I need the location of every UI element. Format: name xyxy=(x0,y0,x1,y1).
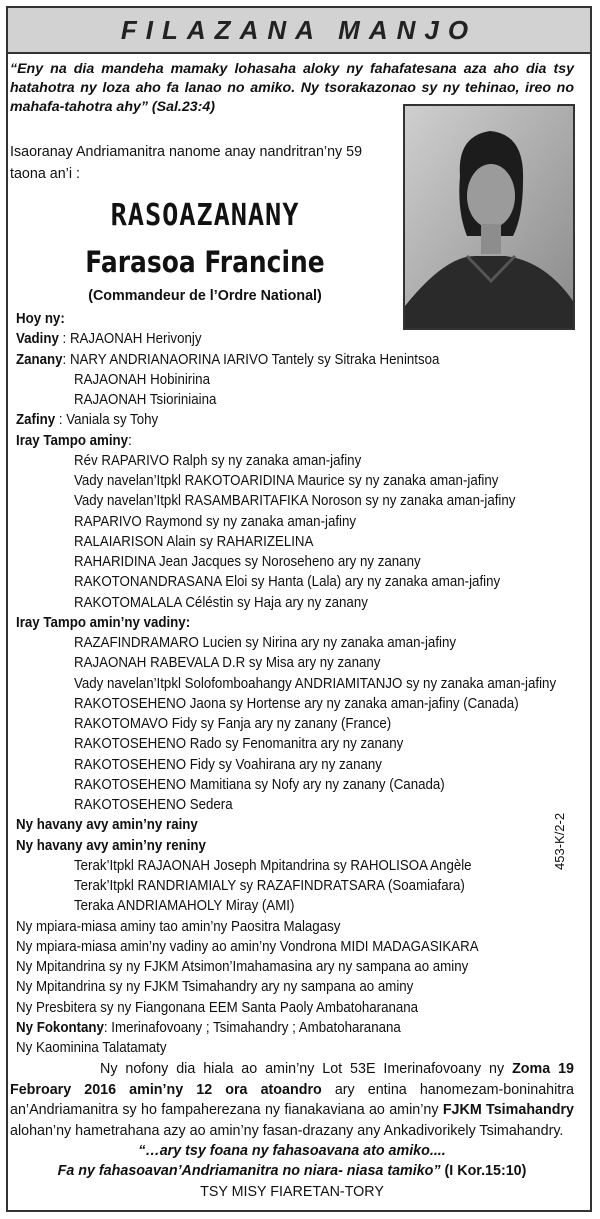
line-label: Iray Tampo aminy xyxy=(16,432,129,449)
line-text: RAKOTOMALALA Céléstin sy Haja ary ny zanany xyxy=(74,594,368,611)
intro-text: Isaoranay Andriamanitra nanome anay nandritran’ny 59 taona an’i : xyxy=(10,144,363,182)
line-text: : RAJAONAH Herivonjy xyxy=(58,331,202,348)
line-text: RAKOTOMAVO Fidy sy Fanja ary ny zanany (France) xyxy=(74,716,392,732)
family-line xyxy=(16,836,220,856)
funeral-date: Zoma 19 Febroary 2016 amin’ny 12 ora atoandro xyxy=(10,1061,574,1098)
line-text: Rév RAPARIVO Ralph sy ny zanaka aman-jafiny xyxy=(74,452,362,469)
family-line xyxy=(16,410,169,430)
reference-code: 453-K/2-2 xyxy=(552,812,567,870)
family-line xyxy=(74,896,311,916)
family-line xyxy=(74,755,405,775)
family-line xyxy=(16,431,141,451)
line-text: RAKOTOSEHENO Rado sy Fenomanitra ary ny zanany xyxy=(74,736,404,753)
deceased-given-names: Farasoa Francine xyxy=(85,245,325,279)
family-line xyxy=(74,593,390,613)
line-text: RAKOTOSEHENO Jaona sy Hortense ary ny zanaka aman-jafiny (Canada) xyxy=(74,695,519,712)
opening-quote: “Eny na dia mandeha mamaky lohasaha aloky ny fahafatesana aza aho dia tsy hatahotra ny loza aho fa lanao no amiko. Ny tsorakazonao sy ny tehinao, ireo no mahafa-tahotra ahy” (Sal.23:4) xyxy=(10,61,574,115)
family-line xyxy=(16,613,203,633)
family-line xyxy=(74,512,377,532)
family-line xyxy=(16,937,513,957)
family-line xyxy=(16,957,502,977)
header-bar xyxy=(8,8,590,54)
line-label: Iray Tampo amin’ny vadiny: xyxy=(16,614,191,631)
family-line xyxy=(74,795,245,815)
line-text: Ny Presbitera sy ny Fiangonana EEM Santa Paoly Ambatoharanana xyxy=(16,999,419,1016)
family-line xyxy=(16,977,443,997)
funeral-text-2: ary entina hanomezam-boninahitra an’Andriamanitra sy ho fampaherezana ny fianakaviana ao amin’ny xyxy=(10,1081,574,1118)
family-line xyxy=(74,633,485,653)
family-line xyxy=(74,876,494,896)
line-label: Zafiny xyxy=(16,412,56,429)
funeral-church: FJKM Tsimahandry xyxy=(442,1102,574,1118)
line-text: : xyxy=(128,432,132,449)
family-line xyxy=(16,1038,178,1058)
line-label: Ny havany avy amin’ny reniny xyxy=(16,837,206,854)
line-text: RAJAONAH Tsioriniaina xyxy=(74,392,217,408)
deceased-title: (Commandeur de l’Ordre National) xyxy=(88,288,322,304)
line-text: Teraka ANDRIAMAHOLY Miray (AMI) xyxy=(74,898,295,915)
line-text: : NARY ANDRIANAORINA IARIVO Tantely sy Sitraka Henintsoa xyxy=(62,351,440,368)
line-text: Terak’Itpkl RANDRIAMIALY sy RAZAFINDRATSARA (Soamiafara) xyxy=(74,878,465,894)
line-text: RAJAONAH RABEVALA D.R sy Misa ary ny zanany xyxy=(74,655,381,672)
funeral-details xyxy=(10,1059,574,1141)
portrait-photo xyxy=(403,104,575,330)
family-line xyxy=(74,552,447,572)
family-line xyxy=(16,998,448,1018)
family-line xyxy=(74,734,428,754)
line-text: RALAIARISON Alain sy RAHARIZELINA xyxy=(74,533,314,550)
family-line xyxy=(74,491,549,511)
family-line xyxy=(16,815,212,835)
family-line xyxy=(16,329,215,349)
family-line xyxy=(74,471,530,491)
line-text: RAKOTOSEHENO Mamitiana sy Nofy ary ny zanany (Canada) xyxy=(74,776,445,793)
closing-quote-2 xyxy=(10,1161,574,1181)
line-text: : Vaniala sy Tohy xyxy=(55,412,159,429)
funeral-text-3: alohan’ny hametrahana azy ao amin’ny fasan-drazany any Ankadivorikely Tsimahandry. xyxy=(10,1122,564,1139)
family-line xyxy=(16,917,365,937)
line-text: Ny mpiara-miasa amin’ny vadiny ao amin’ny Vondrona MIDI MADAGASIKARA xyxy=(16,938,479,955)
family-line xyxy=(74,856,502,876)
deceased-surname: RASOAZANANY xyxy=(110,198,300,233)
closing-reference: (I Kor.15:10) xyxy=(440,1163,527,1179)
line-label: Vadiny xyxy=(16,331,59,348)
closing-final: TSY MISY FIARETAN-TORY xyxy=(200,1184,384,1200)
closing-quote-text: Fa ny fahasoavan’Andriamanitra no niara- niasa tamiko” xyxy=(57,1163,441,1179)
line-text: Vady navelan’Itpkl RASAMBARITAFIKA Noroson sy ny zanaka aman-jafiny xyxy=(74,493,516,510)
line-text: RAKOTOSEHENO Fidy sy Voahirana ary ny zanany xyxy=(74,756,382,773)
line-label: Ny havany avy amin’ny rainy xyxy=(16,817,198,834)
family-line xyxy=(74,653,403,673)
line-text: RAHARIDINA Jean Jacques sy Noroseheno ary ny zanany xyxy=(74,554,421,570)
line-text: : Imerinafovoany ; Tsimahandry ; Ambatoharanana xyxy=(103,1019,401,1036)
family-line xyxy=(74,532,331,552)
family-line xyxy=(16,1018,430,1038)
line-text: RAPARIVO Raymond sy ny zanaka aman-jafiny xyxy=(74,513,357,530)
family-line xyxy=(74,674,592,694)
line-text: RAKOTONANDRASANA Eloi sy Hanta (Lala) ary ny zanaka aman-jafiny xyxy=(74,574,501,591)
line-text: RAZAFINDRAMARO Lucien sy Nirina ary ny zanaka aman-jafiny xyxy=(74,635,457,651)
line-text: Terak’Itpkl RAJAONAH Joseph Mpitandrina sy RAHOLISOA Angèle xyxy=(74,857,472,874)
family-line xyxy=(74,714,415,734)
family-line xyxy=(74,451,383,471)
closing-quote-1: “…ary tsy foana ny fahasoavana ato amiko.... xyxy=(138,1143,446,1159)
family-line xyxy=(74,370,220,390)
family-line xyxy=(74,775,473,795)
line-text: Ny Mpitandrina sy ny FJKM Atsimon’Imahamasina ary ny sampana ao aminy xyxy=(16,959,469,975)
family-line xyxy=(16,309,68,329)
funeral-text-1: Ny nofony dia hiala ao amin’ny Lot 53E Imerinafovoany ny xyxy=(100,1061,513,1077)
header-title: FILAZANA MANJO xyxy=(120,15,478,45)
line-text: RAJAONAH Hobinirina xyxy=(74,371,210,388)
line-text: Vady navelan’Itpkl RAKOTOARIDINA Maurice sy ny zanaka aman-jafiny xyxy=(74,473,499,489)
line-label: Ny Fokontany xyxy=(16,1019,104,1036)
line-label: Zanany xyxy=(16,351,63,368)
line-text: Ny Kaominina Talatamaty xyxy=(16,1040,167,1056)
line-text: RAKOTOSEHENO Sedera xyxy=(74,797,233,813)
family-line xyxy=(74,390,227,410)
line-text: Ny Mpitandrina sy ny FJKM Tsimahandry ary ny sampana ao aminy xyxy=(16,979,414,996)
family-line xyxy=(16,350,471,370)
line-text: Ny mpiara-miasa aminy tao amin’ny Paositra Malagasy xyxy=(16,918,341,935)
family-line xyxy=(74,572,532,592)
line-label: Hoy ny: xyxy=(16,311,65,327)
family-line xyxy=(74,694,552,714)
line-text: Vady navelan’Itpkl Solofomboahangy ANDRIAMITANJO sy ny zanaka aman-jafiny xyxy=(74,675,557,692)
